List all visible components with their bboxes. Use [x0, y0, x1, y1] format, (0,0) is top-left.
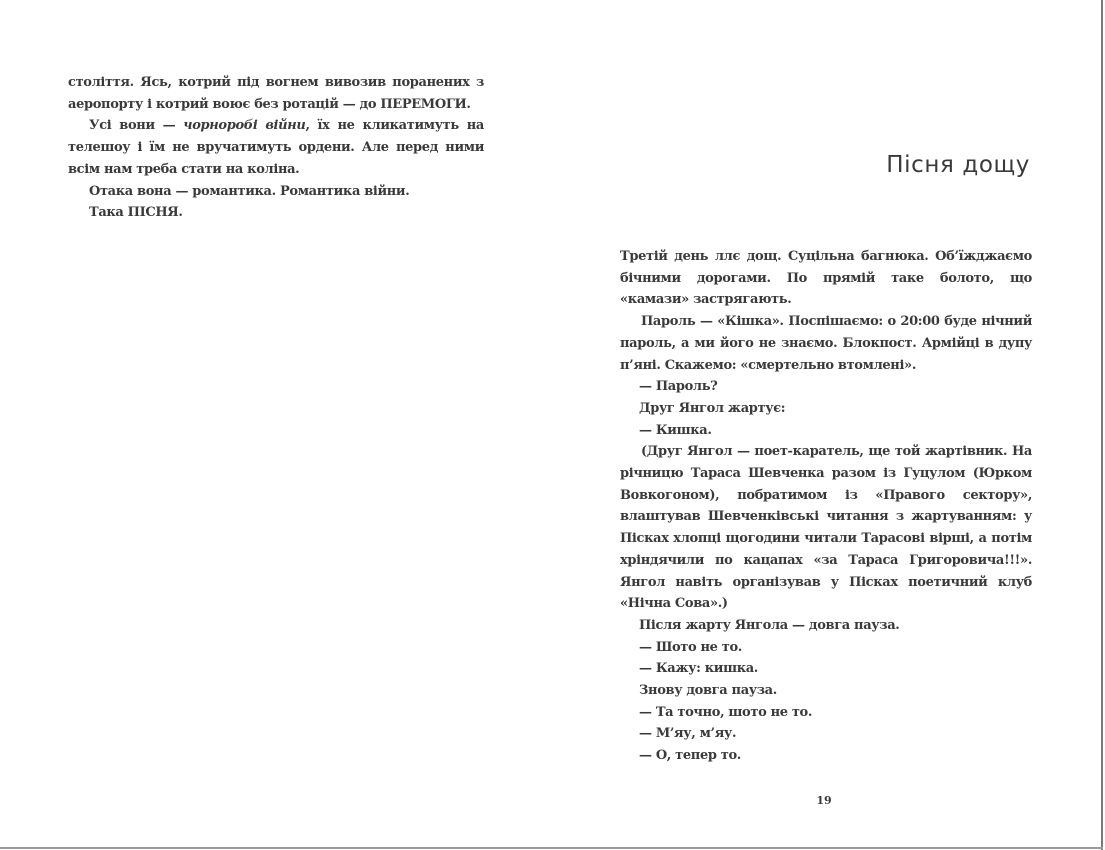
paragraph: Після жарту Янгола — довга пауза.	[639, 617, 900, 633]
text-run: Усі вони —	[89, 118, 184, 134]
dialogue-line: — Шото не то.	[639, 639, 742, 655]
dialogue-line: — Пароль?	[639, 379, 718, 395]
dialogue-line: — М’яу, м’яу.	[639, 726, 737, 742]
italic-phrase: чорноробі війни	[183, 118, 306, 134]
dialogue-line: — О, тепер то.	[639, 748, 741, 764]
text-run: , їх не кликатимуть на телешоу і їм не вручатимуть ордени. Але перед ними всім нам треба стати на коліна.	[68, 118, 485, 177]
paragraph: Отака вона — романтика. Романтика війни.	[89, 183, 410, 199]
dialogue-line: — Кишка.	[639, 422, 712, 438]
right-page-text	[620, 246, 1032, 767]
page-edge-bottom	[0, 847, 1103, 849]
paragraph: (Друг Янгол — поет-каратель, ще той жартівник. На річницю Тараса Шевченка разом із Гуцулом (Юрком Вовкогоном), побратимом із «Правого сектору», влаштував Шевченківські читання з жартуванням: у Пісках хлопці щогодини читали Тарасові вірші, а потім хріндячили по кацапах «за Тараса Григоровича!!!». Янгол навіть організував у Пісках поетичний клуб «Нічна Сова».)	[620, 444, 1032, 612]
paragraph-emphasis	[68, 115, 484, 180]
left-page-text	[68, 72, 484, 224]
page-number: 19	[816, 794, 832, 807]
dialogue-line: — Кажу: кишка.	[639, 661, 758, 677]
paragraph: Така ПІСНЯ.	[89, 205, 183, 221]
chapter-title: Пісня дощу	[886, 152, 1030, 178]
paragraph: Третій день ллє дощ. Суцільна багнюка. Об’їжджаємо бічними дорогами. По прямій таке болото, що «камази» застрягають.	[620, 249, 1032, 308]
page-edge-right	[1101, 0, 1103, 850]
paragraph: Друг Янгол жартує:	[639, 400, 786, 416]
paragraph: століття. Ясь, котрий під вогнем вивозив поранених з аеропорту і котрий воює без ротацій — до ПЕРЕМОГИ.	[68, 75, 484, 112]
dialogue-line: — Та точно, шото не то.	[639, 704, 813, 720]
paragraph: Знову довга пауза.	[639, 683, 777, 699]
paragraph: Пароль — «Кішка». Поспішаємо: о 20:00 буде нічний пароль, а ми його не знаємо. Блокпост. Армійці в дупу п’яні. Скажемо: «смертельно втомлені».	[620, 314, 1032, 373]
